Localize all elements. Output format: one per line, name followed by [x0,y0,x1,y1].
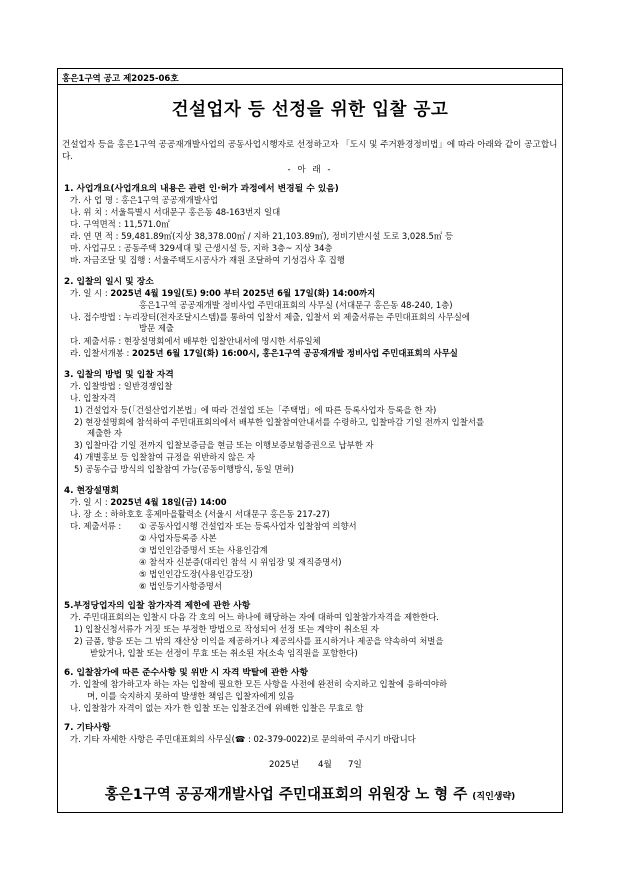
s4-item-c: 다. 제출서류 : [70,521,122,531]
notice-number: 홍은1구역 공고 제2025-06호 [62,74,179,84]
s1-item-d: 라. 연 면 적 : 59,481.89㎡(지상 38,378.00㎡ / 지하 21,103.89㎡), 정비기반시설 도로 3,028.5㎡ 등 [70,231,453,241]
section-3-heading: 3. 입찰의 방법 및 입찰 자격 [64,370,174,380]
s4-doc-5: ⑤ 법인인감도장(사용인감도장) [139,569,253,579]
s5-item-2-cont: 받았거나, 입찰 또는 선정이 무효 또는 취소된 자(소속 임직원을 포함한다) [90,648,358,658]
s2-a-datetime: 2025년 4월 19일(토) 9:00 부터 2025년 6월 17일(화) 14:00까지 [110,288,376,298]
date-year: 2025년 [269,760,300,770]
s1-item-f: 바. 자금조달 및 집행 : 서울주택도시공사가 재원 조달하여 기성검사 후 집행 [70,255,345,265]
section-4-heading: 4. 현장설명회 [64,486,120,496]
s2-item-a [70,287,375,299]
s2-a-label: 가. 일 시 : [70,288,111,298]
s4-doc-4: ④ 참석자 신분증(대리인 참석 시 위임장 및 재직증명서) [139,557,342,567]
section-7-heading: 7. 기타사항 [64,723,111,733]
s3-item-2: 2) 현장설명회에 참석하여 주민대표회의에서 배부한 입찰참여안내서를 수령하고, 입찰마감 기일 전까지 입찰서를 [74,417,485,427]
s2-item-c: 다. 제출서류 : 현장설명회에서 배부한 입찰안내서에 명시한 서류일체 [70,336,321,346]
s3-item-5: 5) 공동수급 방식의 입찰참여 가능(공동이행방식, 동일 면허) [74,464,294,474]
s7-item-a: 가. 기타 자세한 사항은 주민대표회의 사무실(☎ : 02-379-0022)로 문의하여 주시기 바랍니다 [70,734,416,744]
s1-item-e: 마. 사업규모 : 공동주택 329세대 및 근생시설 등, 지하 3층~ 지상 34층 [70,243,333,253]
date-day: 7일 [348,760,362,770]
s3-item-b: 나. 입찰자격 [70,393,116,403]
s5-item-1: 1) 입찰신청서류가 거짓 또는 부정한 방법으로 작성되어 선정 또는 계약이 취소된 자 [74,624,379,634]
s3-item-2-cont: 제출한 자 [87,428,123,438]
section-2-heading: 2. 입찰의 일시 및 장소 [64,277,154,287]
header-divider [57,84,563,85]
s4-a-label: 가. 일 시 : [70,497,111,507]
s2-item-b: 나. 접수방법 : 누리장터(전자조달시스템)를 통하여 입찰서 제출, 입찰서 외 제출서류는 주민대표회의 사무실에 [70,312,470,322]
s3-item-3: 3) 입찰마감 기일 전까지 입찰보증금을 현금 또는 이행보증보험증권으로 납부한 자 [74,440,374,450]
s3-item-4: 4) 개별홍보 등 입찰참여 규정을 위반하지 않은 자 [74,452,255,462]
s1-item-a: 가. 사 업 명 : 홍은1구역 공공재개발사업 [70,195,219,205]
below-marker: - 아 래 - [287,165,333,175]
s6-item-a: 가. 입찰에 참가하고자 하는 자는 입찰에 필요한 모든 사항을 사전에 완전히 숙지하고 입찰에 응하여야하 [70,679,448,689]
s3-item-a: 가. 입찰방법 : 일반경쟁입찰 [70,381,173,391]
section-1-heading: 1. 사업개요(사업개요의 내용은 관련 인·허가 과정에서 변경될 수 있음) [64,184,339,194]
s4-item-b: 나. 장 소 : 하하호호 홍제마을활력소 (서울시 서대문구 홍은동 217-27) [70,509,330,519]
date-month: 4월 [318,760,332,770]
s6-item-a-cont: 며, 이를 숙지하지 못하여 발생한 책임은 입찰자에게 있음 [87,691,295,701]
s1-item-b: 나. 위 치 : 서울특별시 서대문구 홍은동 48-163번지 일대 [70,207,281,217]
s5-item-2: 2) 금품, 향응 또는 그 밖의 재산상 이익을 제공하거나 제공의사를 표시하거나 제공을 약속하여 처벌을 [74,636,444,646]
s4-item-a [70,496,227,508]
page-title: 건설업자 등 선정을 위한 입찰 공고 [171,100,449,120]
s2-item-d [70,347,458,359]
s4-doc-6: ⑥ 법인등기사항증명서 [139,581,222,591]
intro-paragraph: 건설업자 등을 홍은1구역 공공재개발사업의 공동사업시행자로 선정하고자 「도시 및 주거환경정비법」에 따라 아래와 같이 공고합니다. [62,140,558,162]
signature [57,783,563,804]
signature-note: (직인생략) [472,792,516,802]
s4-doc-1: ① 공동사업시행 건설업자 또는 등록사업자 입찰참여 의향서 [139,521,357,531]
s3-item-1: 1) 건설업자 등(「건설산업기본법」에 따라 건설업 또는「주택법」에 따른 등록사업자 등록을 한 자) [74,405,437,415]
section-6-heading: 6. 입찰참가에 따른 준수사항 및 위반 시 자격 박탈에 관한 사항 [64,668,309,678]
s2-item-a-place: 홍은1구역 공공재개발 정비사업 주민대표회의 사무실 (서대문구 홍은동 48-240, 1층) [139,300,453,310]
s5-item-a: 가. 주민대표회의는 입찰시 다음 각 호의 어느 하나에 해당하는 자에 대하여 입찰참가자격을 제한한다. [70,612,439,622]
s4-doc-3: ③ 법인인감증명서 또는 사용인감계 [139,545,268,555]
s1-item-c: 다. 구역면적 : 11,571.0㎡ [70,219,170,229]
s4-a-datetime: 2025년 4월 18일(금) 14:00 [110,497,227,507]
s4-doc-2: ② 사업자등록증 사본 [139,533,217,543]
s6-item-b: 나. 입찰참가 자격이 없는 자가 한 입찰 또는 입찰조건에 위배한 입찰은 무효로 함 [70,703,364,713]
signature-main: 홍은1구역 공공재개발사업 주민대표회의 위원장 노 형 주 [104,787,468,803]
s2-d-label: 라. 입찰서개봉 : [70,348,133,358]
s2-item-b-cont: 방문 제출 [139,323,175,333]
s2-d-datetime: 2025년 6월 17일(화) 16:00시, 홍은1구역 공공재개발 정비사업 주민대표회의 사무실 [132,348,458,358]
section-5-heading: 5.부정당업자의 입찰 참가자격 제한에 관한 사항 [64,601,251,611]
